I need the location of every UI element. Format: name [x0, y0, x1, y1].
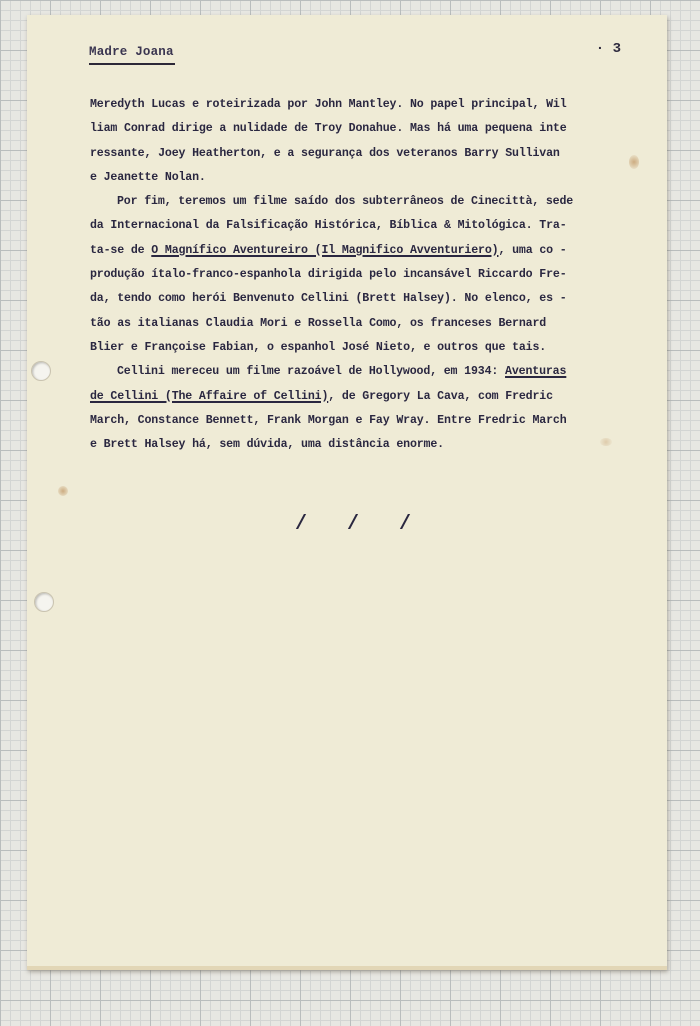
text-line: March, Constance Bennett, Frank Morgan e Fay Wray. Entre Fredric March — [90, 413, 567, 427]
rust-stain — [58, 486, 68, 496]
text-line — [90, 360, 620, 384]
punch-hole — [31, 361, 51, 381]
header-title: Madre Joana — [89, 45, 174, 59]
film-title-underlined: O Magnífico Aventureiro (Il Magnifico Avventuriero) — [151, 243, 499, 257]
text-line: Blier e Françoise Fabian, o espanhol José Nieto, e outros que tais. — [90, 340, 547, 354]
end-mark: / / / — [295, 513, 426, 536]
text-line: e Brett Halsey há, sem dúvida, uma distância enorme. — [90, 438, 444, 452]
text-span: , uma co - — [498, 243, 567, 257]
header-underline — [89, 63, 175, 65]
text-line: Meredyth Lucas e roteirizada por John Mantley. No papel principal, Wil — [90, 98, 567, 111]
text-line: da Internacional da Falsificação Histórica, Bíblica & Mitológica. Tra- — [90, 219, 567, 233]
rust-stain — [629, 155, 639, 169]
page-number-value: 3 — [612, 41, 621, 57]
text-line: Por fim, teremos um filme saído dos subterrâneos de Cinecittà, sede — [117, 195, 574, 209]
punch-hole — [34, 592, 54, 612]
film-title-underlined: Aventuras — [505, 365, 567, 379]
text-line: ressante, Joey Heatherton, e a segurança dos veteranos Barry Sullivan — [90, 146, 560, 160]
body-text — [90, 93, 620, 457]
text-span: Cellini mereceu um filme razoável de Hollywood, em 1934: — [117, 365, 506, 379]
rust-stain — [600, 438, 612, 446]
text-line — [90, 385, 620, 409]
text-line: tão as italianas Claudia Mori e Rossella Como, os franceses Bernard — [90, 316, 547, 330]
text-line: da, tendo como herói Benvenuto Cellini (Brett Halsey). No elenco, es - — [90, 292, 567, 306]
text-line: e Jeanette Nolan. — [90, 170, 206, 184]
typed-page — [27, 15, 667, 970]
film-title-underlined: de Cellini (The Affaire of Cellini) — [90, 389, 329, 403]
text-span: ta-se de — [90, 243, 152, 257]
text-span: , de Gregory La Cava, com Fredric — [328, 389, 553, 403]
text-line — [90, 239, 620, 263]
text-line: produção ítalo-franco-espanhola dirigida pelo incansável Riccardo Fre- — [90, 268, 567, 282]
page-number: · 3 — [595, 41, 621, 57]
text-line: liam Conrad dirige a nulidade de Troy Donahue. Mas há uma pequena inte — [90, 122, 567, 136]
